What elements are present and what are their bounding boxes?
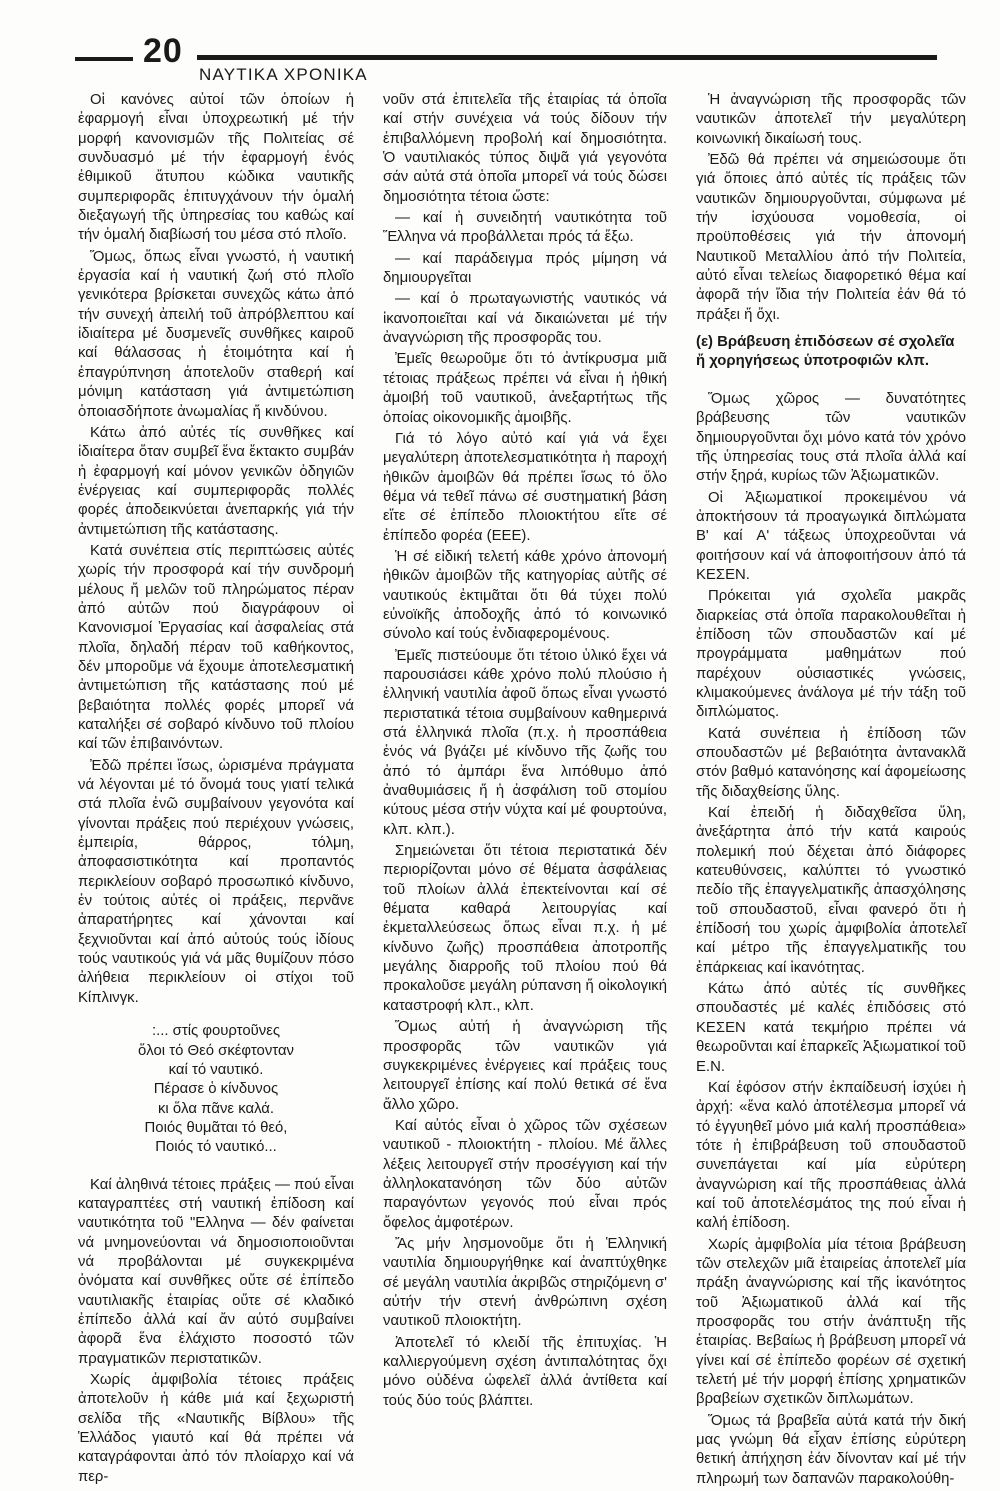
paragraph: Ἡ σέ εἰδική τελετή κάθε χρόνο ἀπονομή ἠθικῶν ἀμοιβῶν τῆς κατηγορίας αὐτῆς σέ ναυτικούς ἐκτιμᾶται ὅτι θά τύχει πολύ εὐνοϊκῆς ἀποδοχῆς ἀπό τό κοινωνικό σύνολο καί τούς ἐνδιαφερομένους. <box>383 548 667 643</box>
paragraph: Ὅμως χῶρος — δυνατότητες βράβευσης τῶν ναυτικῶν δημιουργοῦνται ὄχι μόνο κατά τόν χρόνο τῆς ὑπηρεσίας τους στά πλοῖα ἀλλά καί στήν ξηρά, κυρίως τῶν Ἀξιωματικῶν. <box>696 390 966 485</box>
paragraph: Κατά συνέπεια στίς περιπτώσεις αὐτές χωρίς τήν προσφορά καί τήν συνδρομή μέλους ἤ μελῶν τοῦ πληρώματος πέραν ἀπό αὐτῶν πού διαγράφουν οἱ Κανονισμοί Ἐργασίας καί ἀσφαλείας στά πλοῖα, δηλαδή πέραν τοῦ καθήκοντος, δέν μποροῦμε νά ἔχουμε ἀποτελεσματική ἀντιμετώπιση τῆς κατάστασης πού μέ βεβαιότητα πολλές φορές μπορεῖ νά καταλήξει σέ σοβαρό κίνδυνο τοῦ πλοίου καί τῶν ἐπιβαινόντων. <box>78 542 354 753</box>
paragraph: — καί παράδειγμα πρός μίμηση νά δημιουργεῖται <box>383 250 667 287</box>
paragraph: Καί ἐπειδή ἡ διδαχθεῖσα ὕλη, ἀνεξάρτητα ἀπό τήν κατά καιρούς πολεμική πού δέχεται ἀπό διάφορες κατευθύνσεις, καλύπτει τό γνωστικό πεδίο τῆς ἐπαγγελματικῆς ἀπασχόλησης τοῦ σπουδαστοῦ, εἶναι φανερό ὅτι ἡ ἐπίδοσή του χωρίς ἀμφιβολία ἀποτελεῖ καί μέτρο τῆς ἐπαγγελματικῆς του ἐπάρκειας καί ἱκανότητας. <box>696 805 966 976</box>
kipling-poem <box>78 1022 354 1157</box>
poem-line: καί τό ναυτικό. <box>168 1061 264 1078</box>
section-heading: (ε) Βράβευση ἐπιδόσεων σέ σχολεῖα ἤ χορηγήσεως ὑποτροφιῶν κλπ. <box>696 334 955 370</box>
paragraph: Ὅμως αὐτή ἡ ἀναγνώριση τῆς προσφορᾶς τῶν ναυτικῶν γιά συγκεκριμένες ἐνέργειες καί πράξεις τους λειτουργεῖ ἐπίσης καί πολύ θετικά σέ ἕνα ἄλλο χῶρο. <box>383 1019 667 1113</box>
paragraph: Κατά συνέπεια ἡ ἐπίδοση τῶν σπουδαστῶν μέ βεβαιότητα ἀντανακλᾶ στόν βαθμό κατανόησης καί ἀφομείωσης τῆς διδαχθείσης ὕλης. <box>696 725 966 800</box>
paragraph: Καί ἐφόσον στήν ἐκπαίδευσή ἰσχύει ἡ ἀρχή: «ἕνα καλό ἀποτέλεσμα μπορεῖ νά τό ἐγγυηθεῖ μόνο μιά καλή προσπάθεια» τότε ἡ ἐπιβράβευση τοῦ σπουδαστοῦ συνεπάγεται καί μία εὐρύτερη ἀναγνώριση καί τῆς προσπάθειας ἀλλά καί τοῦ ἀποτελέσμάτος της πού εἶναι ἡ καλή ἐπίδοση. <box>696 1079 966 1232</box>
paragraph: Ἐδῶ πρέπει ἴσως, ὡρισμένα πράγματα νά λέγονται μέ τό ὄνομά τους γιατί τελικά στά πλοῖα ἐνῶ συμβαίνουν γεγονότα καί γίνονται πράξεις πού περιέχουν γνώσεις, ἐμπειρία, θάρρος, τόλμη, ἀποφασιστικότητα καί προπαντός περικλείουν σοβαρό προσωπικό κίνδυνο, ἐν τούτοις αὐτές οἱ πράξεις, περνᾶνε ἀπαρατήρητες καί χάνονται καί ξεχνιοῦνται καί ἀπό αὐτούς τούς ἰδίους τούς ναυτικούς γιά νά μᾶς θυμίζουν πόσο ἀλήθεια περικλείουν οἱ στίχοι τοῦ Κίπλινγκ. <box>78 757 354 1006</box>
paragraph: Κάτω ἀπό αὐτές τίς συνθῆκες σπουδαστές μέ καλές ἐπιδόσεις στό ΚΕΣΕΝ κατά τεκμήριο πρέπει νά θεωροῦνται καί ἐπαρκεῖς Ἀξιωματικοί τοῦ Ε.Ν. <box>696 981 966 1075</box>
paragraph: — καί ὁ πρωταγωνιστής ναυτικός νά ἱκανοποιεῖται καί νά δικαιώνεται μέ τήν ἀναγνώριση τῆς προσφορᾶς του. <box>383 291 667 347</box>
paragraph: Ἀποτελεῖ τό κλειδί τῆς ἐπιτυχίας. Ἡ καλλιεργούμενη σχέση ἀντιπαλότητας ὄχι μόνο οὐδένα ὠφελεῖ ἀλλά ἀντίθετα καί τούς δύο τούς βλάπτει. <box>383 1334 667 1409</box>
paragraph: Ἡ ἀναγνώριση τῆς προσφορᾶς τῶν ναυτικῶν ἀποτελεῖ τήν μεγαλύτερη κοινωνική δικαίωσή τους. <box>696 92 966 147</box>
column-3 <box>696 91 966 1491</box>
publication-title: ΝΑΥΤΙΚΑ ΧΡΟΝΙΚΑ <box>199 65 368 84</box>
paragraph: Κάτω ἀπό αὐτές τίς συνθῆκες καί ἰδιαίτερα ὅταν συμβεῖ ἕνα ἔκτακτο συμβάν ἡ ἐφαρμογή καί μόνον γενικῶν ὁδηγιῶν ἐνέργειας καί συμπεριφορᾶς πολλές φορές ἀποδεικνύεται ἀνεπαρκής γιά τήν ἀντιμετώπιση τῆς κατάστασης. <box>78 424 354 538</box>
poem-line: Ποιός θυμᾶται τό θεό, <box>144 1119 288 1136</box>
poem-line: κι ὅλα πᾶνε καλά. <box>157 1100 275 1117</box>
paragraph: Ἐμεῖς πιστεύουμε ὅτι τέτοιο ὑλικό ἔχει νά παρουσιάσει κάθε χρόνο πολύ πλούσιο ἡ ἑλληνική ναυτιλία ἀφοῦ ὅπως εἶναι γνωστό περιστατικά τέτοια συμβαίνουν καθημερινά στά ἑλληνικά πλοῖα (π.χ. ἡ προσπάθεια ἑνός νά βγάζει μέ κίνδυνο τῆς ζωῆς του ἀπό τό ἀμπάρι ἕνα λιπόθυμο ἀπό ἀναθυμιάσεις ἤ ἡ ἀσφάλιση τοῦ στομίου κύτους μέσα στήν νύχτα καί μέ φουρτούνα, κλπ. κλπ.). <box>383 647 667 838</box>
paragraph: Ἄς μήν λησμονοῦμε ὅτι ἡ Ἑλληνική ναυτιλία δημιουργήθηκε καί ἀναπτύχθηκε σέ μεγάλη ναυτιλία ἀκριβῶς στηριζόμενη σ' αὐτήν τήν στενή ἀνθρώπινη σχέση ναυτικοῦ πλοιοκτήτη. <box>383 1235 667 1330</box>
paragraph: Ὅμως τά βραβεῖα αὐτά κατά τήν δική μας γνώμη θά εἶχαν ἐπίσης εὐρύτερη θετική ἀπήχηση ἐάν δίνονταν καί μέ τήν πληρωμή των δαπανῶν παρακολούθη- <box>696 1412 966 1487</box>
paragraph: Καί αὐτός εἶναι ὁ χῶρος τῶν σχέσεων ναυτικοῦ - πλοιοκτήτη - πλοίου. Μέ ἄλλες λέξεις λειτουργεῖ στήν προσέγγιση καί τήν ἀλληλοκατανόηση τῶν δύο αὐτῶν παραγόντων γεγονός πού εἶναι πρός ὄφελος ἀμφοτέρων. <box>383 1117 667 1231</box>
poem-line: Ποιός τό ναυτικό... <box>155 1139 277 1156</box>
page-number: 20 <box>143 32 183 70</box>
header-dash <box>75 57 133 61</box>
paragraph: Ὅμως, ὅπως εἶναι γνωστό, ἡ ναυτική ἐργασία καί ἡ ναυτική ζωή στό πλοῖο γενικότερα βρίσκεται συνεχῶς κάτω ἀπό τήν συνεχή ἀπειλή τοῦ ἀπρόβλεπτου καί ἰδιαίτερα μέ δυσμενεῖς συνθῆκες καιροῦ καί θάλασσας ἡ ἑτοιμότητα καί ἡ ἐπαγρύπνηση ἀποτελοῦν σταθερή καί μόνιμη κατάσταση γιά ἀντιμετώπιση ὁποιασδήποτε ἀνωμαλίας ἤ κινδύνου. <box>78 248 354 420</box>
paragraph: Ἐμεῖς θεωροῦμε ὅτι τό ἀντίκρυσμα μιᾶ τέτοιας πράξεως πρέπει νά εἶναι ἡ ἠθική ἀμοιβή τοῦ ναυτικοῦ, ἀνεξαρτήτως τῆς ὁποίας οἰκονομικῆς ἀμοιβῆς. <box>383 351 667 426</box>
paragraph: νοῦν στά ἐπιτελεῖα τῆς ἑταιρίας τά ὁποῖα καί στήν συνέχεια νά τούς δίδουν τήν ἐπιβαλλόμενη προβολή καί δημοσιότητα. Ὁ ναυτιλιακός τύπος διψᾶ γιά γεγονότα σάν αὐτά στά ὁποῖα μπορεῖ νά τούς δώσει δημοσιότητα τέτοια ὥστε: <box>383 92 667 205</box>
paragraph: Χωρίς ἀμφιβολία τέτοιες πράξεις ἀποτελοῦν ἡ κάθε μιά καί ξεχωριστή σελίδα τῆς «Ναυτικῆς Βίβλου» τῆς Ἑλλάδος γιαυτό καί θά πρέπει νά καταγράφονται ἀπό τόν πλοίαρχο καί νά περ- <box>78 1372 354 1485</box>
column-2 <box>383 91 667 1413</box>
paragraph: Οἱ κανόνες αὐτοί τῶν ὁποίων ἡ ἐφαρμογή εἶναι ὑποχρεωτική μέ τήν μορφή κανονισμῶν τῆς Πολιτείας σέ συνδυασμό μέ τήν ἐφαρμογή ἑνός ἐθιμικοῦ ἄτυπου κώδικα ναυτικῆς συμπεριφορᾶς ἐπιτυγχάνουν τήν ὁμαλή διεξαγωγή τῆς ὑπηρεσίας του καθώς καί τήν ὁμαλή διαβίωσή του μέσα στό πλοῖο. <box>78 92 354 244</box>
paragraph: Σημειώνεται ὅτι τέτοια περιστατικά δέν περιορίζονται μόνο σέ θέματα ἀσφάλειας τοῦ πλοίων ἀλλά ἐπεκτείνονται καί σέ θέματα καθαρά λειτουργίας καί ἐκμεταλλεύσεως ὅπως εἶναι π.χ. ἡ μέ κίνδυνο ζωῆς) προσπάθεια ἀποτροπῆς μεγάλης διαρροῆς τοῦ πλοίου πού θά προκαλοῦσε μεγάλη ρύπανση ἤ οἰκολογική καταστροφή κλπ., κλπ. <box>383 843 667 1014</box>
page-header <box>0 28 1000 88</box>
paragraph: Καί ἀληθινά τέτοιες πράξεις — πού εἶναι καταγραπτέες στή ναυτική ἐπίδοση καί ναυτικότητα τοῦ "Ελληνα — δέν φαίνεται νά μνημονεύονται νά δημοσιοποιοῦνται νά προβάλονται μέ συγκεκριμένα ὀνόματα καί συνθῆκες οὔτε σέ ἐπίπεδο ναυτιλιακῆς ἑταιρίας οὔτε σέ κλαδικό ἐπίπεδο ἀλλά καί ἄν αὐτό συμβαίνει ἀφορᾶ ἕνα ἐλάχιστο ποσοστό τῶν πραγματικῶν περιστατικῶν. <box>78 1176 354 1367</box>
paragraph: Γιά τό λόγο αὐτό καί γιά νά ἔχει μεγαλύτερη ἀποτελεσματικότητα ἡ παροχή ἠθικῶν ἀμοιβῶν θά πρέπει ἴσως τό ὅλο θέμα νά τεθεῖ πάνω σέ συστηματική βάση εἴτε σέ ἐπίπεδο πλοιοκτήτου εἴτε σέ ἐπίπεδο φορέα (ΕΕΕ). <box>383 430 667 544</box>
column-1 <box>78 91 354 1489</box>
paragraph: Χωρίς ἀμφιβολία μία τέτοια βράβευση τῶν στελεχῶν μιᾶ ἑταιρείας ἀποτελεῖ μία πράξη ἀναγνώρισης καί τῆς ἱκανότητος τοῦ Ἀξιωματικοῦ ἀλλά καί τῆς προσφορᾶς του στήν ἀνάπτυξη τῆς ἑταιρίας. Βεβαίως ἡ βράβευση μπορεῖ νά γίνει καί σέ ἐπίπεδο φορέων σέ σχετική τελετή μέ τήν μορφή ἐπίσης χρηματικῶν βραβείων σχετικῶν διπλωμάτων. <box>696 1236 966 1408</box>
paragraph: Πρόκειται γιά σχολεῖα μακρᾶς διαρκείας στά ὁποῖα παρακολουθεῖται ἡ ἐπίδοση τῶν σπουδαστῶν καί μέ προγράμματα μαθημάτων πού παρέχουν οὐσιαστικές γνώσεις, κλιμακούμενες ἀνάλογα μέ τήν τάξη τοῦ διπλώματος. <box>696 588 966 721</box>
poem-line: :... στίς φουρτοῦνες <box>151 1023 281 1040</box>
paragraph: — καί ἡ συνειδητή ναυτικότητα τοῦ Ἕλληνα νά προβάλλεται πρός τά ἔξω. <box>383 210 667 246</box>
paragraph: Οἱ Ἀξιωματικοί προκειμένου νά ἀποκτήσουν τά προαγωγικά διπλώματα Β' καί Α' τάξεως ὑποχρεοῦνται νά φοιτήσουν καί νά ἀποφοιτήσουν ἀπό τά ΚΕΣΕΝ. <box>696 489 966 583</box>
poem-line: Πέρασε ὁ κίνδυνος <box>153 1081 279 1098</box>
poem-line: ὅλοι τό Θεό σκέφτονταν <box>137 1042 294 1059</box>
header-rule <box>197 55 937 60</box>
paragraph: Ἐδῶ θά πρέπει νά σημειώσουμε ὅτι γιά ὅποιες ἀπό αὐτές τίς πράξεις τῶν ναυτικῶν δημιουργοῦνται, σύμφωνα μέ τήν ἰσχύουσα νομοθεσία, οἱ προϋποθέσεις γιά τήν ἀπονομή Ναυτικοῦ Μεταλλίου ἀπό τήν Πολιτεία, αὐτό εἶναι τελείως διαφορετικό θέμα καί ἀφορᾶ τήν ἴδια τήν Πολιτεία ἐάν θά τό πράξει ἤ ὄχι. <box>696 152 966 323</box>
